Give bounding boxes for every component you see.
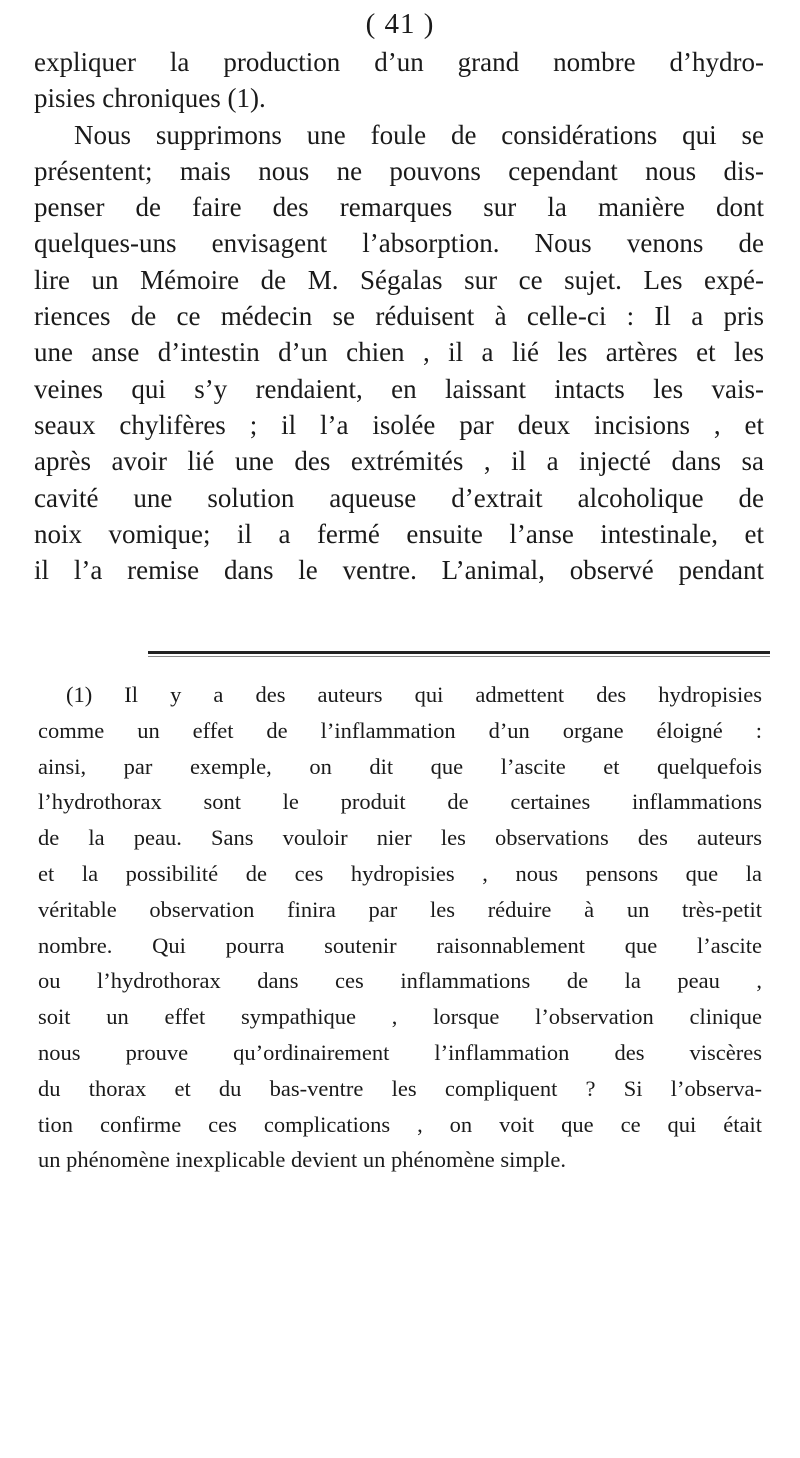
body-line: après avoir lié une des extrémités , il a injecté dans sa — [34, 446, 764, 477]
body-line: il l’a remise dans le ventre. L’animal, observé pendant — [34, 555, 764, 586]
footnote-separator — [148, 651, 770, 654]
body-line: présentent; mais nous ne pouvons cependant nous dis- — [34, 155, 764, 186]
body-line: lire un Mémoire de M. Ségalas sur ce sujet. Les expé- — [34, 264, 764, 295]
footnote-line: du thorax et du bas-ventre les compliquent ? Si l’observa- — [38, 1075, 762, 1101]
footnote-line: nombre. Qui pourra soutenir raisonnablement que l’ascite — [38, 932, 762, 958]
body-line: expliquer la production d’un grand nombre d’hydro- — [34, 47, 764, 77]
footnote — [38, 677, 762, 1178]
footnote-line: tion confirme ces complications , on voit que ce qui était — [38, 1111, 762, 1137]
footnote-line: l’hydrothorax sont le produit de certaines inflammations — [38, 789, 762, 815]
footnote-line: (1) Il y a des auteurs qui admettent des hydropisies — [66, 682, 762, 707]
footnote-line: et la possibilité de ces hydropisies , nous pensons que la — [38, 860, 762, 886]
footnote-line: un phénomène inexplicable devient un phénomène simple. — [38, 1147, 566, 1173]
body-line: Nous supprimons une foule de considérations qui se — [74, 119, 764, 150]
footnote-line: de la peau. Sans vouloir nier les observations des auteurs — [38, 825, 762, 851]
footnote-line: comme un effet de l’inflammation d’un organe éloigné : — [38, 717, 762, 743]
body-line: noix vomique; il a fermé ensuite l’anse intestinale, et — [34, 518, 764, 549]
body-line: penser de faire des remarques sur la manière dont — [34, 192, 764, 223]
footnote-line: soit un effet sympathique , lorsque l’observation clinique — [38, 1004, 762, 1030]
main-paragraphs — [34, 44, 764, 588]
footnote-line: ainsi, par exemple, on dit que l’ascite et quelquefois — [38, 753, 762, 779]
body-line: une anse d’intestin d’un chien , il a lié les artères et les — [34, 337, 764, 368]
footnote-line: ou l’hydrothorax dans ces inflammations de la peau , — [38, 968, 762, 994]
page-number: ( 41 ) — [365, 8, 435, 40]
body-line: seaux chylifères ; il l’a isolée par deux incisions , et — [34, 409, 764, 440]
body-line: quelques-uns envisagent l’absorption. Nous venons de — [34, 228, 764, 259]
footnote-line: nous prouve qu’ordinairement l’inflammation des viscères — [38, 1039, 762, 1065]
body-line: riences de ce médecin se réduisent à celle-ci : Il a pris — [34, 301, 764, 332]
footnote-separator-thin — [148, 656, 770, 657]
body-line: veines qui s’y rendaient, en laissant intacts les vais- — [34, 373, 764, 404]
body-line: pisies chroniques (1). — [34, 83, 266, 114]
footnote-line: véritable observation finira par les réduire à un très-petit — [38, 896, 762, 922]
body-line: cavité une solution aqueuse d’extrait alcoholique de — [34, 482, 764, 513]
